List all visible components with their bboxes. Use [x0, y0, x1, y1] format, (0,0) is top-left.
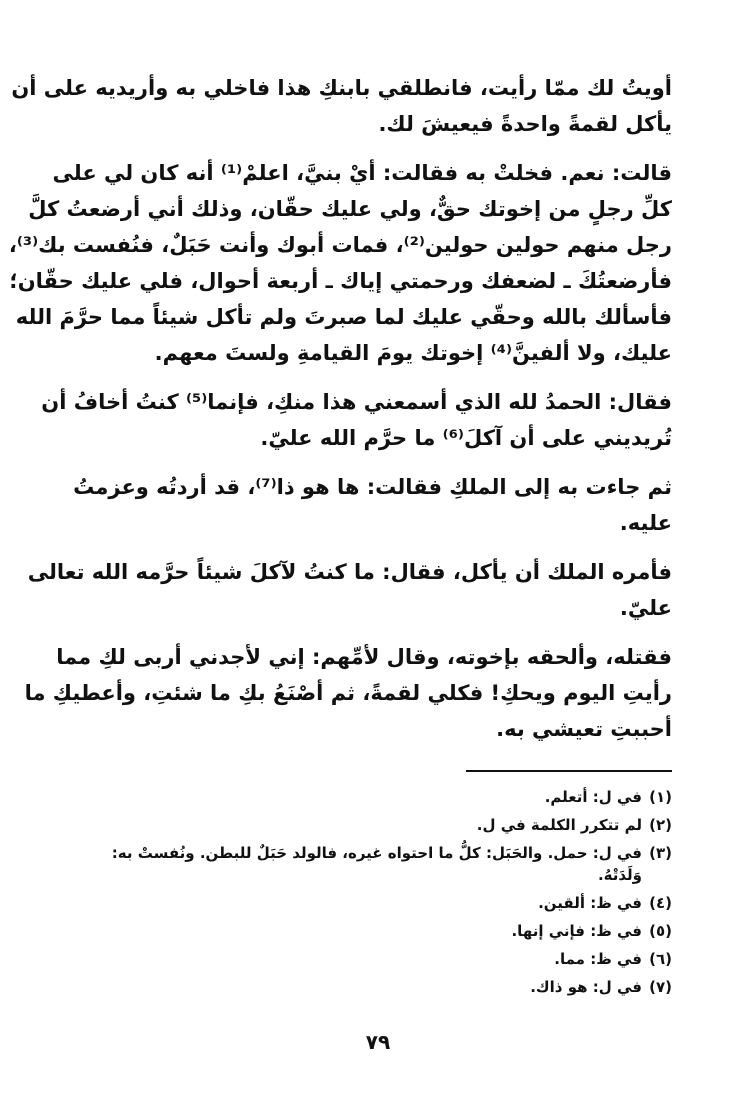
footnote-number: (٧): [649, 978, 672, 996]
footnote: [98, 814, 672, 836]
footnote-number: (٦): [649, 950, 672, 968]
text-line: ثم جاءت به إلى الملكِ فقالت: ها هو ذا⁽⁷⁾، قد أردتُه وعزمتُ: [73, 475, 672, 499]
text-line: كلِّ رجلٍ من إخوتك حقٌّ، ولي عليك حقّان، وذلك أني أرضعتُ كلَّ: [28, 197, 672, 221]
text-line: فقال: الحمدُ لله الذي أسمعني هذا منكِ، فإنما⁽⁵⁾ كنتُ أخافُ أن: [41, 390, 672, 414]
footnote-number: (٢): [649, 816, 672, 834]
footnote: [98, 892, 672, 914]
paragraph-4: [73, 469, 672, 541]
footnote-text: في ظ: مما.: [554, 950, 642, 968]
footnote-number: (٥): [649, 922, 672, 940]
footnote-text: في ل: هو ذاك.: [530, 978, 642, 996]
text-line: فأمره الملك أن يأكل، فقال: ما كنتُ لآكلَ شيئاً حرَّمه الله تعالى: [27, 560, 672, 584]
text-line: يأكل لقمةً واحدةً فيعيشَ لك.: [378, 112, 672, 136]
footnote-number: (٤): [649, 894, 672, 912]
footnote-text: في ظ: ألقين.: [538, 894, 642, 912]
footnote-text: في ظ: فإني إنها.: [511, 922, 642, 940]
text-line: تُريديني على أن آكلَ⁽⁶⁾ ما حرَّم الله عليّ.: [260, 426, 672, 450]
footnotes: [98, 786, 672, 1004]
paragraph-6: [24, 639, 672, 747]
text-line: فأسألك بالله وحقّي عليك لما صبرتَ ولم تأكل شيئاً مما حرَّمَ الله: [15, 305, 672, 329]
text-line: أحببتِ تعيشي به.: [496, 717, 672, 741]
page-number: ٧٩: [365, 1030, 391, 1054]
text-line: عليك، ولا ألفينَّ⁽⁴⁾ إخوتك يومَ القيامةِ ولستَ معهم.: [154, 341, 672, 365]
paragraph-5: [27, 554, 672, 626]
footnote-text: في ل: حمل. والحَبَل: كلُّ ما احتواه غيره، فالولد حَبَلٌ للبطن. ونُفستْ به: وَلَدَتْهُ.: [111, 844, 642, 884]
footnote-number: (١): [649, 788, 672, 806]
text-line: قالت: نعم. فخلتْ به فقالت: أيْ بنيَّ، اعلمْ⁽¹⁾ أنه كان لي على: [52, 161, 672, 185]
text-line: رأيتِ اليوم ويحكِ! فكلي لقمةً، ثم أصْنَعُ بكِ ما شئتِ، وأعطيكِ ما: [24, 681, 672, 705]
footnote-divider: [466, 770, 672, 772]
main-text: [8, 70, 672, 760]
paragraph-1: [11, 70, 672, 142]
text-line: عليّ.: [619, 596, 672, 620]
footnote: [98, 920, 672, 942]
footnote-text: لم تتكرر الكلمة في ل.: [476, 816, 642, 834]
footnote: [98, 786, 672, 808]
text-line: رجل منهم حولين حولين⁽²⁾، فمات أبوك وأنت حَبَلٌ، فنُفست بك⁽³⁾،: [8, 233, 672, 257]
footnote-number: (٣): [649, 844, 672, 862]
footnote-text: في ل: أتعلم.: [544, 788, 642, 806]
text-line: فأرضعتُكَ ـ لضعفك ورحمتي إياك ـ أربعة أحوال، فلي عليك حقّان؛: [9, 269, 672, 293]
paragraph-3: [41, 384, 672, 456]
text-line: عليه.: [619, 511, 672, 535]
footnote: [98, 948, 672, 970]
text-line: فقتله، وألحقه بإخوته، وقال لأمِّهم: إني لأجدني أربى لكِ مما: [56, 645, 672, 669]
paragraph-2: [8, 155, 672, 371]
footnote: [98, 842, 672, 886]
text-line: أويتُ لك ممّا رأيت، فانطلقي بابنكِ هذا فاخلي به وأريديه على أن: [11, 76, 672, 100]
footnote: [98, 976, 672, 998]
